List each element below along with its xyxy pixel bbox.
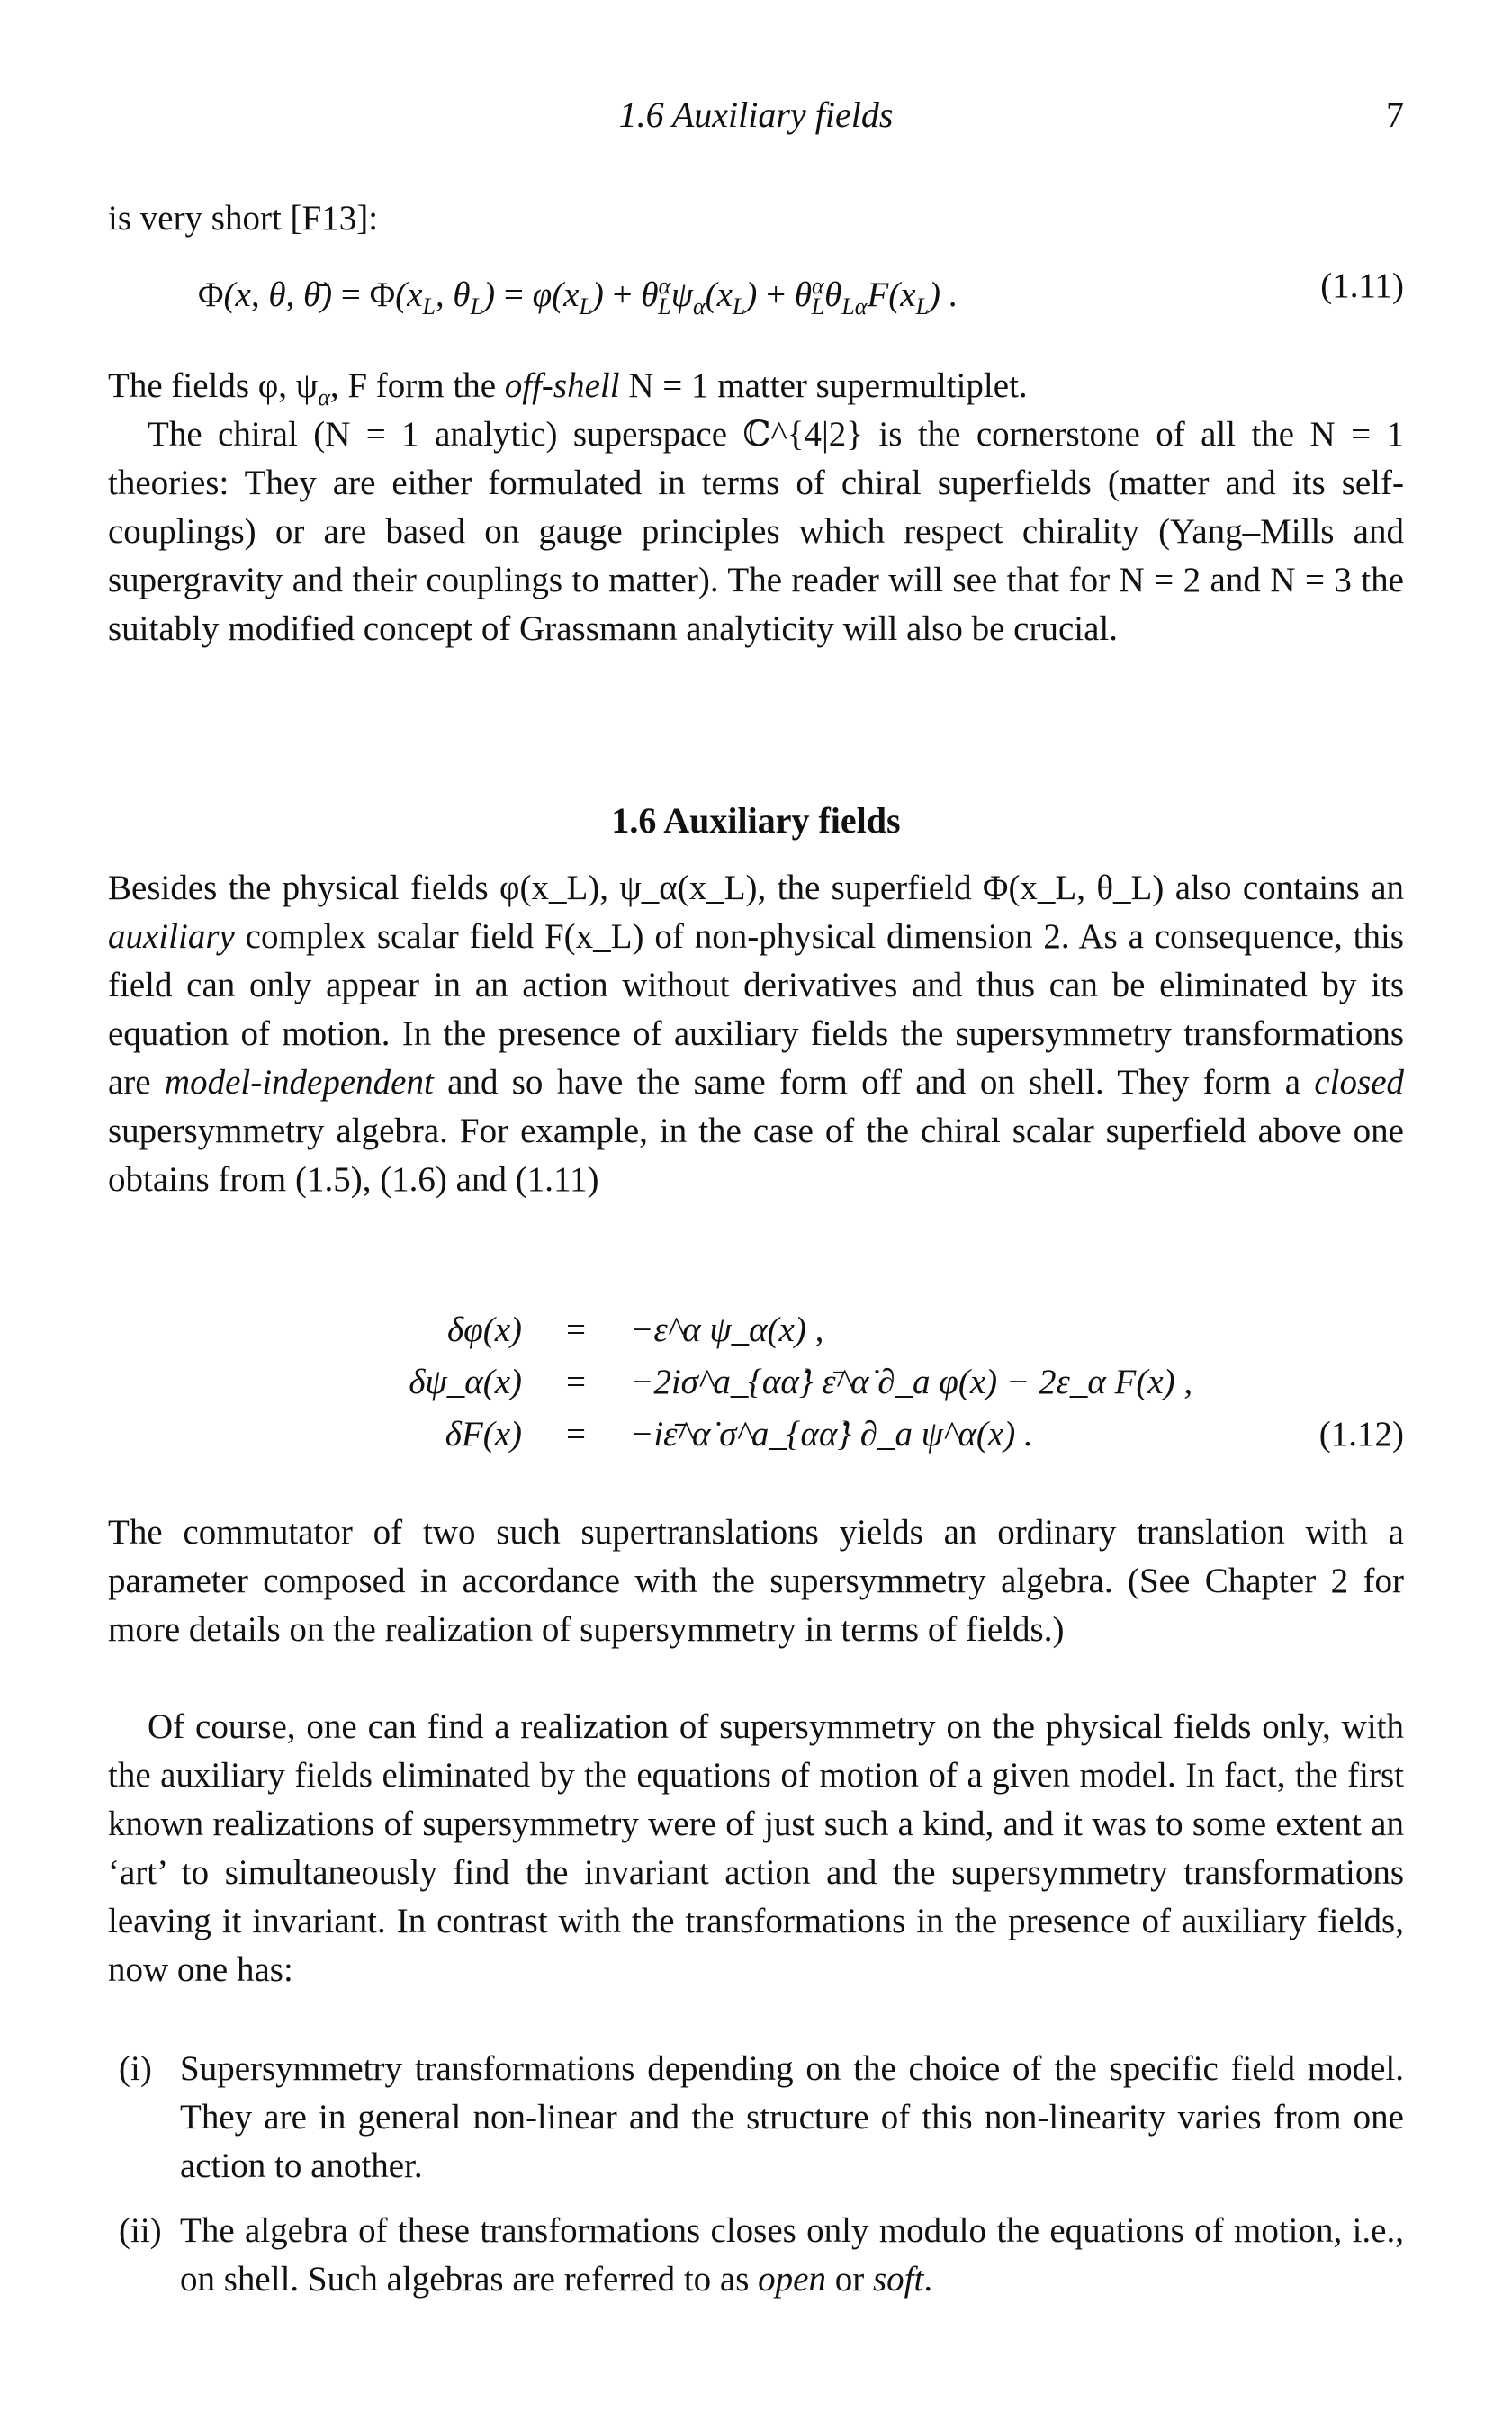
paragraph-fields-before: The fields φ, ψ [108,366,319,405]
paragraph-auxiliary-s4: supersymmetry algebra. For example, in the case of the chiral scalar superfield above one obtains from (1.5), (1.6) and (1.11) [108,1112,1404,1199]
equation-rhs: −iε̄^α̇ σ^a_{αα̇} ∂_a ψ^α(x) . [630,1415,1033,1454]
intro-line: is very short [F13]: [108,199,379,238]
section-title: 1.6 Auxiliary fields [611,800,901,841]
list-marker: (i) [119,2049,152,2088]
equation-lhs: δψ_α(x) [409,1363,522,1401]
equation-relation: = [566,1415,586,1454]
paragraph-auxiliary-e1: auxiliary [108,917,235,956]
paragraph-fields-emphasis: off-shell [504,366,620,405]
paragraph-auxiliary-e2: model-independent [164,1063,434,1102]
list-item [108,2207,1404,2304]
paragraph-fields-subscript: α [318,383,330,410]
running-head-title: 1.6 Auxiliary fields [618,94,894,135]
paragraph-auxiliary-s1: Besides the physical fields φ(x_L), ψ_α(x_L), the superfield Φ(x_L, θ_L) also contains an [108,868,1404,907]
list-item-text-mid: or [825,2260,873,2299]
equation-1-11-label: (1.11) [1320,266,1404,305]
equation-1-12-label: (1.12) [1318,1415,1404,1454]
paragraph-auxiliary-s2: complex scalar field F(x_L) of non-physical dimension 2. As a consequence, this field can only appear in an action without derivatives and thus can be eliminated by its equation of motion. In the presence of auxiliary fields the supersymmetry transformations are [108,917,1404,1102]
paragraph-commutator: The commutator of two such supertranslations yields an ordinary translation with a parameter composed in accordance with the supersymmetry algebra. (See Chapter 2 for more details on the realization of supersymmetry in terms of fields.) [108,1513,1404,1649]
list-item-emphasis-open: open [758,2260,826,2299]
equation-1-12-row [108,1408,1404,1462]
paragraph-auxiliary-s3: and so have the same form off and on shell. They form a [433,1063,1315,1102]
paragraph-auxiliary [108,864,1404,1204]
list-item-text-before: The algebra of these transformations closes only modulo the equations of motion, i.e., on shell. Such algebras are referred to as [180,2211,1404,2299]
equation-lhs: δF(x) [445,1415,522,1454]
list-marker: (ii) [119,2211,162,2250]
equation-1-11 [108,259,1404,320]
list-item [108,2045,1404,2191]
list-item-emphasis-soft: soft [872,2260,924,2299]
equation-1-11-expression: Φ(x, θ, θ̄) = $\Phi(x_L$, $\theta_L) = \varphi(x_L) + \theta^\alpha_L\psi_\alpha(x_L) + \theta^\alpha_L\theta_{L\alpha}F(x_L)$ . [198,273,958,320]
paragraph-fields-middle: , F form the [329,366,505,405]
book-page [108,0,1404,2430]
list-item-text [180,2207,1404,2304]
page-number: 7 [1386,94,1404,135]
equation-1-12-row [108,1303,1404,1357]
equation-1-12-row [108,1355,1404,1409]
list-item-text-end: . [923,2260,933,2299]
paragraph-chiral: The chiral (N = 1 analytic) superspace ℂ^{4|2} is the cornerstone of all the N = 1 theories: They are either formulated in terms of chiral superfields (matter and its self-couplings) or are based on gauge principles which respect chirality (Yang–Mills and supergravity and their couplings to matter). The reader will see that for N = 2 and N = 3 the suitably modified concept of Grassmann analyticity will also be crucial. [108,415,1404,648]
equation-relation: = [566,1310,586,1349]
paragraph-of-course: Of course, one can find a realization of supersymmetry on the physical fields only, with the auxiliary fields eliminated by the equations of motion of a given model. In fact, the first known realizations of supersymmetry were of just such a kind, and it was to some extent an ‘art’ to simultaneously find the invariant action and the supersymmetry transformations leaving it invariant. In contrast with the transformations in the presence of auxiliary fields, now one has: [108,1707,1404,1989]
list-item-text: Supersymmetry transformations depending on the choice of the specific field model. They are in general non-linear and the structure of this non-linearity varies from one action to another. [180,2049,1404,2185]
running-head [108,94,1404,148]
equation-relation: = [566,1363,586,1401]
equation-rhs: −2iσ^a_{αα̇} ε̄^α̇ ∂_a φ(x) − 2ε_α F(x) , [630,1363,1193,1401]
paragraph-fields-after: N = 1 matter supermultiplet. [619,366,1028,405]
equation-lhs: δφ(x) [447,1310,522,1349]
equation-rhs: −ε^α ψ_α(x) , [630,1310,824,1349]
paragraph-auxiliary-e3: closed [1314,1063,1405,1102]
